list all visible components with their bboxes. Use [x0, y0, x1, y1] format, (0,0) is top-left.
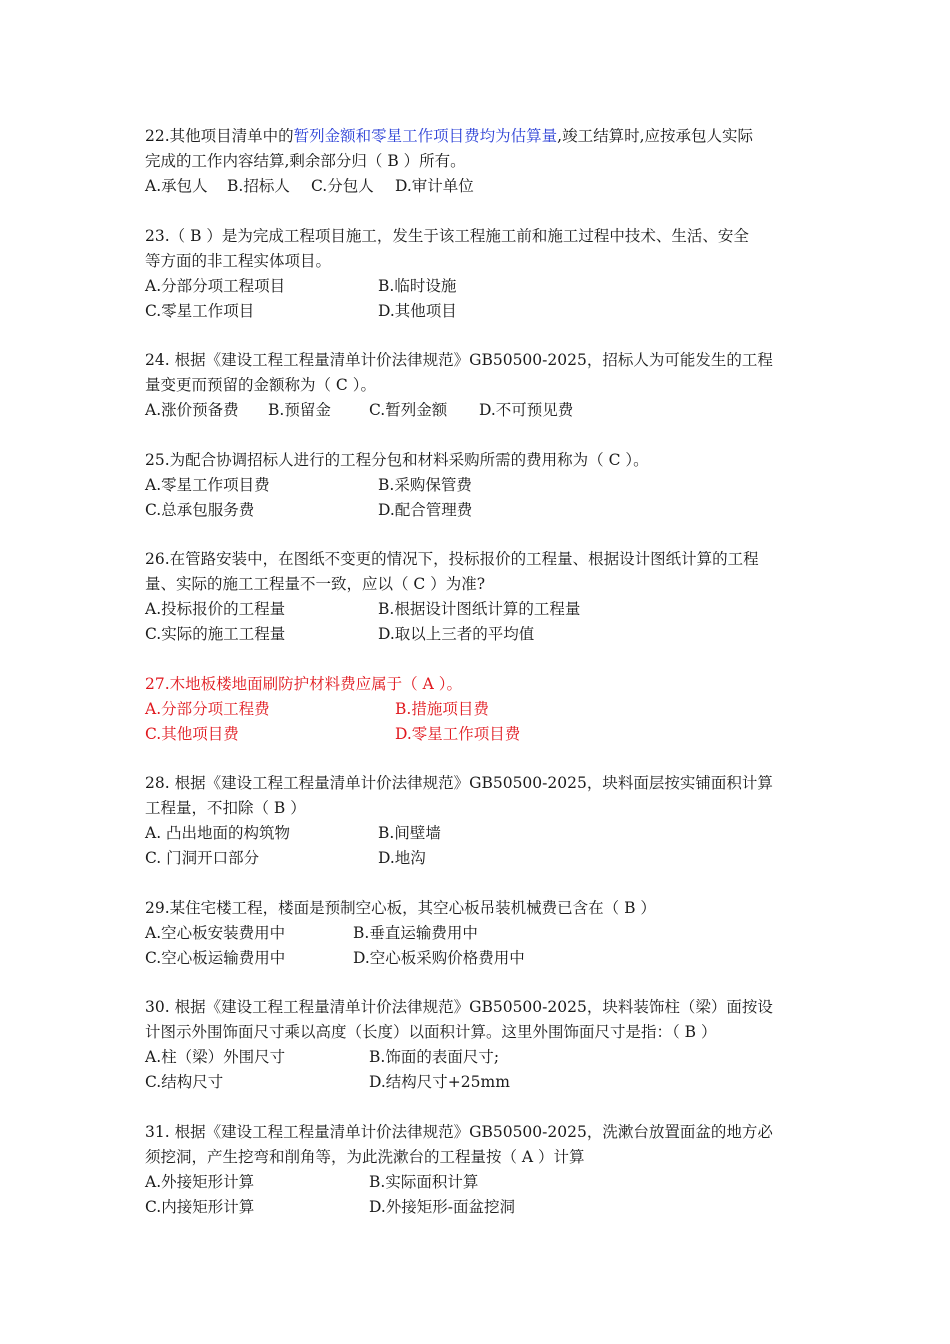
question-28	[145, 771, 815, 871]
option-a: A.柱（梁）外围尺寸	[145, 1048, 286, 1066]
question-30	[145, 995, 815, 1095]
question-text: 等方面的非工程实体项目。	[145, 252, 332, 270]
question-text: 计图示外围饰面尺寸乘以高度（长度）以面积计算。这里外围饰面尺寸是指：（ B ）	[145, 1023, 717, 1041]
option-c: C.实际的施工工程量	[145, 625, 286, 643]
option-d: D.其他项目	[378, 302, 457, 320]
option-b: B.间壁墙	[378, 824, 441, 842]
option-a: A.承包人	[145, 177, 208, 195]
question-text: 29.某住宅楼工程，楼面是预制空心板，其空心板吊装机械费已含在（ B ）	[145, 899, 656, 917]
question-text: 23.（ B ）是为完成工程项目施工，发生于该工程施工前和施工过程中技术、生活、安全	[145, 227, 749, 245]
option-c: C.总承包服务费	[145, 501, 255, 519]
option-a: A.空心板安装费用中	[145, 924, 286, 942]
option-d: D.配合管理费	[378, 501, 473, 519]
option-d: D.地沟	[378, 849, 426, 867]
option-b: B.垂直运输费用中	[353, 924, 478, 942]
option-a: A.分部分项工程费	[145, 700, 270, 718]
question-31	[145, 1120, 815, 1220]
option-a: A. 凸出地面的构筑物	[145, 824, 291, 842]
options-row	[145, 846, 815, 871]
question-text: 30. 根据《建设工程工程量清单计价法律规范》GB50500-2025，块料装饰柱（梁）面按设	[145, 998, 773, 1016]
option-b: B.措施项目费	[395, 700, 489, 718]
option-b: B.临时设施	[378, 277, 457, 295]
question-text: 31. 根据《建设工程工程量清单计价法律规范》GB50500-2025，洗漱台放置面盆的地方必	[145, 1123, 773, 1141]
options-row	[145, 821, 815, 846]
question-27	[145, 672, 815, 747]
option-d: D.审计单位	[395, 177, 474, 195]
question-text: 工程量，不扣除（ B ）	[145, 799, 306, 817]
options-row	[145, 174, 815, 199]
question-text-part: ,竣工结算时,应按承包人实际	[557, 127, 754, 145]
question-text: 24. 根据《建设工程工程量清单计价法律规范》GB50500-2025，招标人为可能发生的工程	[145, 351, 773, 369]
option-c: C.零星工作项目	[145, 302, 255, 320]
options-row	[145, 1170, 815, 1195]
question-text: 完成的工作内容结算,剩余部分归（ B ）所有。	[145, 152, 466, 170]
option-d: D.零星工作项目费	[395, 725, 521, 743]
option-a: A.投标报价的工程量	[145, 600, 286, 618]
option-b: B.预留金	[268, 401, 331, 419]
options-row	[145, 1070, 815, 1095]
options-row	[145, 473, 815, 498]
options-row	[145, 622, 815, 647]
option-d: D.结构尺寸+25mm	[369, 1073, 510, 1091]
options-row	[145, 921, 815, 946]
option-b: B.采购保管费	[378, 476, 472, 494]
question-23	[145, 224, 815, 324]
options-row	[145, 274, 815, 299]
question-text: 量变更而预留的金额称为（ C ）。	[145, 376, 376, 394]
option-d: D.外接矩形-面盆挖洞	[369, 1198, 516, 1216]
option-a: A.零星工作项目费	[145, 476, 270, 494]
option-b: B.实际面积计算	[369, 1173, 479, 1191]
question-24	[145, 348, 815, 423]
question-text-part: 22.其他项目清单中的	[145, 127, 294, 145]
question-text: 26.在管路安装中，在图纸不变更的情况下，投标报价的工程量、根据设计图纸计算的工程	[145, 550, 759, 568]
question-text	[145, 124, 815, 149]
highlighted-text: 暂列金额和零星工作项目费均为估算量	[293, 127, 558, 145]
option-c: C.内接矩形计算	[145, 1198, 255, 1216]
options-row	[145, 498, 815, 523]
question-25	[145, 448, 815, 523]
question-text: 须挖洞，产生挖弯和削角等，为此洗漱台的工程量按（ A ）计算	[145, 1148, 585, 1166]
question-29	[145, 896, 815, 971]
options-row	[145, 299, 815, 324]
options-row	[145, 1045, 815, 1070]
option-c: C. 门洞开口部分	[145, 849, 260, 867]
option-a: A.分部分项工程项目	[145, 277, 286, 295]
options-row	[145, 1195, 815, 1220]
option-c: C.空心板运输费用中	[145, 949, 286, 967]
option-d: D.取以上三者的平均值	[378, 625, 535, 643]
option-c: C.分包人	[311, 177, 374, 195]
option-b: B.根据设计图纸计算的工程量	[378, 600, 581, 618]
option-c: C.暂列金额	[369, 401, 448, 419]
option-b: B.饰面的表面尺寸;	[369, 1048, 500, 1066]
option-d: D.空心板采购价格费用中	[353, 949, 525, 967]
option-a: A.外接矩形计算	[145, 1173, 255, 1191]
options-row	[145, 597, 815, 622]
options-row	[145, 398, 815, 423]
question-22	[145, 124, 815, 199]
options-row	[145, 946, 815, 971]
question-text: 28. 根据《建设工程工程量清单计价法律规范》GB50500-2025，块料面层按实铺面积计算	[145, 774, 773, 792]
options-row	[145, 697, 815, 722]
question-text: 25.为配合协调招标人进行的工程分包和材料采购所需的费用称为（ C ）。	[145, 451, 649, 469]
question-26	[145, 547, 815, 647]
option-d: D.不可预见费	[479, 401, 574, 419]
option-c: C.结构尺寸	[145, 1073, 224, 1091]
option-a: A.涨价预备费	[145, 401, 239, 419]
question-text: 量、实际的施工工程量不一致，应以（ C ）为准?	[145, 575, 486, 593]
option-c: C.其他项目费	[145, 725, 239, 743]
question-text: 27.木地板楼地面刷防护材料费应属于（ A ）。	[145, 675, 462, 693]
option-b: B.招标人	[227, 177, 290, 195]
options-row	[145, 722, 815, 747]
